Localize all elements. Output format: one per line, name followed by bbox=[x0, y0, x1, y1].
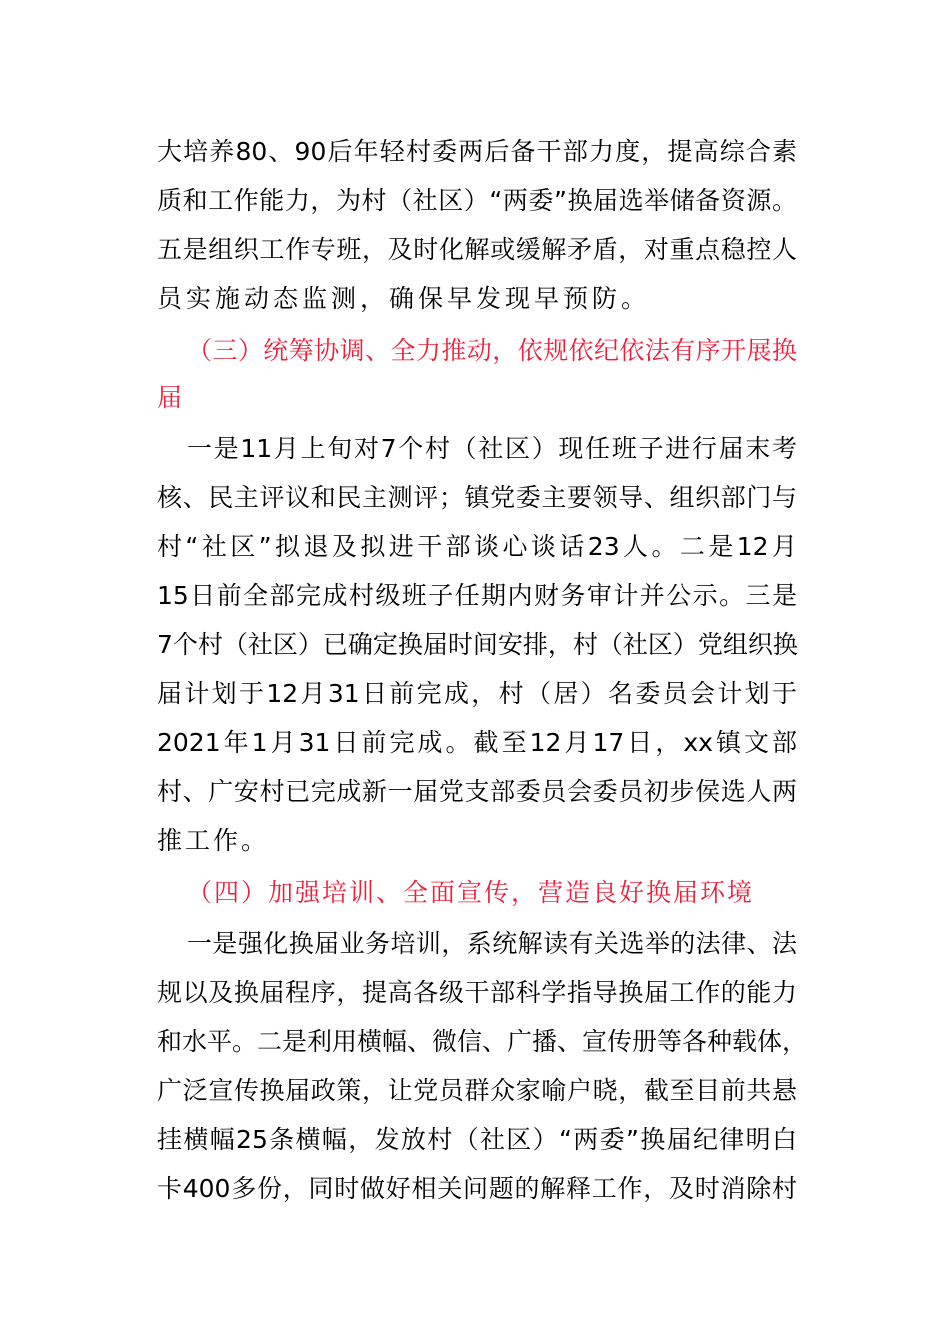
body-text-line: 员实施动态监测，确保早发现早预防。 bbox=[157, 284, 651, 313]
body-text-line: 村、广安村已完成新一届党支部委员会委员初步侯选人两 bbox=[157, 777, 797, 806]
body-text-line: 一是11月上旬对7个村（社区）现任班子进行届末考 bbox=[187, 434, 797, 463]
body-text-line: 大培养80、90后年轻村委两后备干部力度，提高综合素 bbox=[157, 137, 797, 166]
body-text-line: 15日前全部完成村级班子任期内财务审计并公示。三是 bbox=[157, 581, 797, 610]
body-text-line: 五是组织工作专班，及时化解或缓解矛盾，对重点稳控人 bbox=[157, 235, 797, 264]
body-text-line: 卡400多份，同时做好相关问题的解释工作，及时消除村 bbox=[157, 1174, 797, 1203]
body-text-line: 规以及换届程序，提高各级干部科学指导换届工作的能力 bbox=[157, 978, 797, 1007]
body-text-line: 7个村（社区）已确定换届时间安排，村（社区）党组织换 bbox=[157, 630, 798, 659]
body-text-line: 广泛宣传换届政策，让党员群众家喻户晓，截至目前共悬 bbox=[157, 1076, 797, 1105]
section-heading-4: （四）加强培训、全面宣传，营造良好换届环境 bbox=[187, 878, 755, 907]
body-text-line: 推工作。 bbox=[157, 826, 270, 855]
body-text-line: 挂横幅25条横幅，发放村（社区）“两委”换届纪律明白 bbox=[157, 1125, 797, 1154]
body-text-line: 一是强化换届业务培训，系统解读有关选举的法律、法 bbox=[187, 929, 797, 958]
body-text-line: 核、民主评议和民主测评；镇党委主要领导、组织部门与 bbox=[157, 483, 797, 512]
section-heading-3: （三）统筹协调、全力推动，依规依纪依法有序开展换 bbox=[187, 336, 797, 365]
body-text-line: 和水平。二是利用横幅、微信、广播、宣传册等各种载体， bbox=[157, 1027, 808, 1056]
body-text-line: 质和工作能力，为村（社区）“两委”换届选举储备资源。 bbox=[157, 186, 797, 215]
body-text-line: 届计划于12月31日前完成，村（居）名委员会计划于 bbox=[157, 679, 797, 708]
body-text-line: 2021年1月31日前完成。截至12月17日，xx镇文部 bbox=[157, 728, 797, 757]
body-text-line: 村“社区”拟退及拟进干部谈心谈话23人。二是12月 bbox=[157, 532, 797, 561]
section-heading-3-cont: 届 bbox=[157, 383, 183, 412]
